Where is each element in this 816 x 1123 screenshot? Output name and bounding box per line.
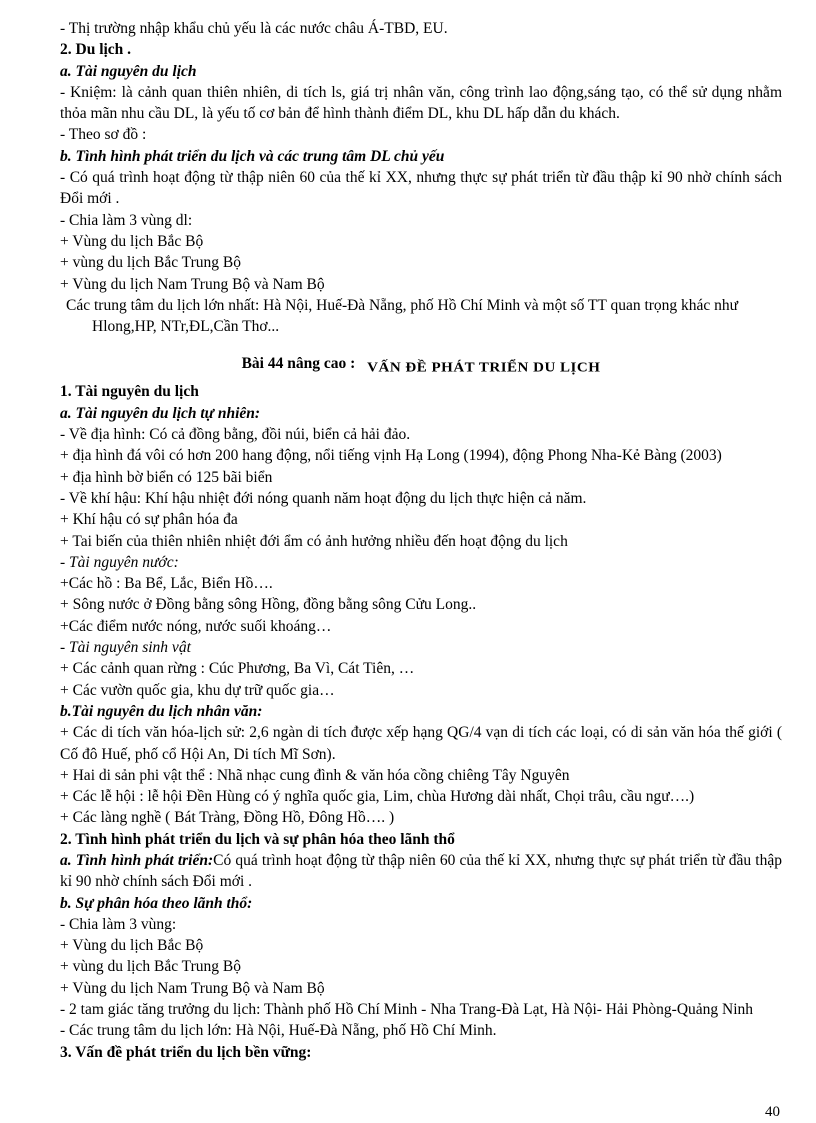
text-line: - Về khí hậu: Khí hậu nhiệt đới nóng quanh năm hoạt động du lịch thực hiện cả năm. (60, 489, 587, 507)
text-line: + vùng du lịch Bắc Trung Bộ (60, 958, 241, 976)
text-line: - Các trung tâm du lịch lớn: Hà Nội, Huế-Đà Nẵng, phố Hồ Chí Minh. (60, 1022, 497, 1040)
text-line: + Các làng nghề ( Bát Tràng, Đồng Hồ, Đông Hồ…. ) (60, 809, 395, 827)
text-line: - Kniệm: là cảnh quan thiên nhiên, di tích ls, giá trị nhân văn, công trình lao động,sáng tạo, có thể sử dụng nhằm thỏa mãn nhu cầu DL, là yếu tố cơ bản để hình thành điểm DL, khu DL hấp dẫn du khách. (60, 83, 782, 123)
text-line: + địa hình bờ biển có 125 bãi biển (60, 468, 273, 486)
text-line: - Về địa hình: Có cả đồng bằng, đồi núi, biển cả hải đảo. (60, 426, 411, 444)
text-line: + Khí hậu có sự phân hóa đa (60, 511, 238, 529)
text-line-body: Có quá trình hoạt động từ thập niên 60 của thế kỉ XX, nhưng thực sự phát triển từ đầu thập kỉ 90 nhờ chính sách Đổi mới . (60, 851, 782, 891)
inline-heading: a. Tình hình phát triển: (60, 851, 214, 869)
section-heading: b.Tài nguyên du lịch nhân văn: (60, 702, 263, 720)
text-line: + Vùng du lịch Nam Trung Bộ và Nam Bộ (60, 275, 325, 293)
text-line: +Các hồ : Ba Bể, Lắc, Biển Hồ…. (60, 575, 273, 593)
text-line: - Tài nguyên sinh vật (60, 639, 191, 657)
page-number: 40 (765, 1104, 780, 1120)
section-du-lich (60, 18, 782, 337)
text-line: - Theo sơ đồ : (60, 126, 147, 144)
text-line: Các trung tâm du lịch lớn nhất: Hà Nội, Huế-Đà Nẵng, phố Hồ Chí Minh và một số TT quan trọng khác như Hlong,HP, NTr,ĐL,Cần Thơ... (66, 296, 739, 336)
text-line: + vùng du lịch Bắc Trung Bộ (60, 254, 241, 272)
lesson-title (60, 351, 782, 381)
text-line: + Sông nước ở Đồng bằng sông Hồng, đồng bằng sông Cửu Long.. (60, 596, 477, 614)
text-line: - Có quá trình hoạt động từ thập niên 60 của thế kỉ XX, nhưng thực sự phát triển từ đầu thập kỉ 90 nhờ chính sách Đổi mới . (60, 169, 782, 208)
text-line: + Các cảnh quan rừng : Cúc Phương, Ba Vì, Cát Tiên, … (60, 660, 415, 678)
section-heading: 2. Tình hình phát triển du lịch và sự phân hóa theo lãnh thổ (60, 830, 455, 848)
text-line: + Các di tích văn hóa-lịch sử: 2,6 ngàn di tích được xếp hạng QG/4 vạn di tích các loại, có di sản văn hóa thế giới ( Cố đô Huế, phố cổ Hội An, Di tích Mĩ Sơn). (60, 724, 782, 763)
text-line: - Thị trường nhập khẩu chủ yếu là các nước châu Á-TBD, EU. (60, 20, 448, 37)
text-line: + Vùng du lịch Bắc Bộ (60, 937, 204, 955)
text-line: + Tai biến của thiên nhiên nhiệt đới ẩm có ảnh hưởng nhiều đến hoạt động du lịch (60, 532, 568, 550)
section-heading: a. Tài nguyên du lịch (60, 62, 197, 80)
text-line: + Các lễ hội : lễ hội Đền Hùng có ý nghĩa quốc gia, Lim, chùa Hương dài nhất, Chọi trâu, cầu ngư….) (60, 788, 695, 806)
text-line (60, 850, 782, 893)
text-line: - Chia làm 3 vùng: (60, 915, 177, 933)
text-line: + địa hình đá vôi có hơn 200 hang động, nổi tiếng vịnh Hạ Long (1994), động Phong Nha-Kẻ Bàng (2003) (60, 447, 722, 465)
text-line: + Các vườn quốc gia, khu dự trữ quốc gia… (60, 681, 335, 699)
text-line: - 2 tam giác tăng trưởng du lịch: Thành phố Hồ Chí Minh - Nha Trang-Đà Lạt, Hà Nội- Hải Phòng-Quảng Ninh (60, 1001, 754, 1019)
text-line: - Tài nguyên nước: (60, 553, 179, 571)
section-heading: a. Tài nguyên du lịch tự nhiên: (60, 404, 261, 422)
text-line: +Các điểm nước nóng, nước suối khoáng… (60, 617, 332, 635)
section-heading: 3. Vấn đề phát triển du lịch bền vững: (60, 1043, 312, 1061)
section-heading: 1. Tài nguyên du lịch (60, 383, 199, 401)
section-heading: b. Tình hình phát triển du lịch và các trung tâm DL chủ yếu (60, 147, 445, 165)
lesson-label: Bài 44 nâng cao : (241, 355, 356, 373)
section-heading: b. Sự phân hóa theo lãnh thổ: (60, 894, 253, 912)
text-line: + Vùng du lịch Nam Trung Bộ và Nam Bộ (60, 979, 325, 997)
text-line: + Hai di sản phi vật thể : Nhã nhạc cung đình & văn hóa cồng chiêng Tây Nguyên (60, 766, 570, 784)
text-line: + Vùng du lịch Bắc Bộ (60, 232, 204, 250)
lesson-wordart-title: VẤN ĐỀ PHÁT TRIỂN DU LỊCH (367, 361, 601, 376)
section-heading: 2. Du lịch . (60, 41, 132, 59)
section-bai-44 (60, 381, 782, 1063)
document-page (60, 18, 782, 1063)
text-line: - Chia làm 3 vùng dl: (60, 211, 193, 229)
